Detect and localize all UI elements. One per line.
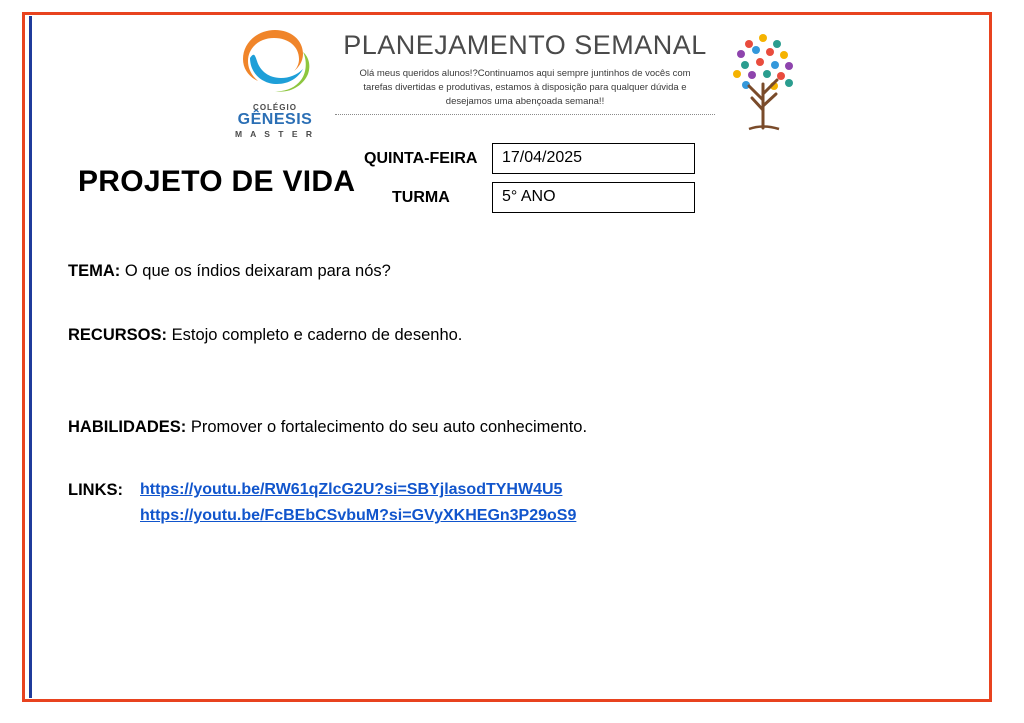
logo-master-text: M A S T E R xyxy=(234,128,316,139)
tree-illustration-icon xyxy=(719,28,811,134)
school-logo xyxy=(215,28,335,140)
link-item[interactable]: https://youtu.be/RW61qZlcG2U?si=SBYjlasodTYHW4U5 xyxy=(140,481,563,498)
links-list xyxy=(140,481,576,533)
left-accent-bar xyxy=(29,16,32,698)
page-title: PROJETO DE VIDA xyxy=(78,165,356,198)
genesis-swoosh-icon xyxy=(237,28,313,102)
logo-name-text: GÊNESIS xyxy=(237,111,313,128)
header-center-block xyxy=(335,30,715,115)
links-label: LINKS: xyxy=(68,481,123,499)
header-title: PLANEJAMENTO SEMANAL xyxy=(343,30,707,60)
recursos-value: Estojo completo e caderno de desenho. xyxy=(171,326,463,344)
class-field[interactable]: 5° ANO xyxy=(492,182,695,213)
recursos-label: RECURSOS: xyxy=(68,326,168,344)
weekday-label: QUINTA-FEIRA xyxy=(364,150,478,167)
class-label: TURMA xyxy=(392,189,450,206)
logo-mark-icon xyxy=(237,28,313,102)
row-links xyxy=(68,481,123,500)
document-header xyxy=(195,22,815,140)
link-item[interactable]: https://youtu.be/FcBEbCSvbuM?si=GVyXKHEGn3P29oS9 xyxy=(140,507,577,524)
row-tema xyxy=(68,262,391,281)
colorful-tree-icon xyxy=(719,28,811,134)
logo-colegio-text: COLÉGIO xyxy=(253,103,297,112)
tema-label: TEMA: xyxy=(68,262,121,280)
date-field[interactable]: 17/04/2025 xyxy=(492,143,695,174)
tema-value: O que os índios deixaram para nós? xyxy=(124,262,391,280)
habilidades-value: Promover o fortalecimento do seu auto conhecimento. xyxy=(190,418,588,436)
habilidades-label: HABILIDADES: xyxy=(68,418,187,436)
row-habilidades xyxy=(68,418,587,437)
row-recursos xyxy=(68,326,462,345)
header-subtitle: Olá meus queridos alunos!?Continuamos aqui sempre juntinhos de vocês com tarefas divertidas e produtivas, estamos à disposição para qualquer dúvida e desejamos uma abençoada semana!! xyxy=(359,68,691,107)
header-divider xyxy=(335,114,715,115)
